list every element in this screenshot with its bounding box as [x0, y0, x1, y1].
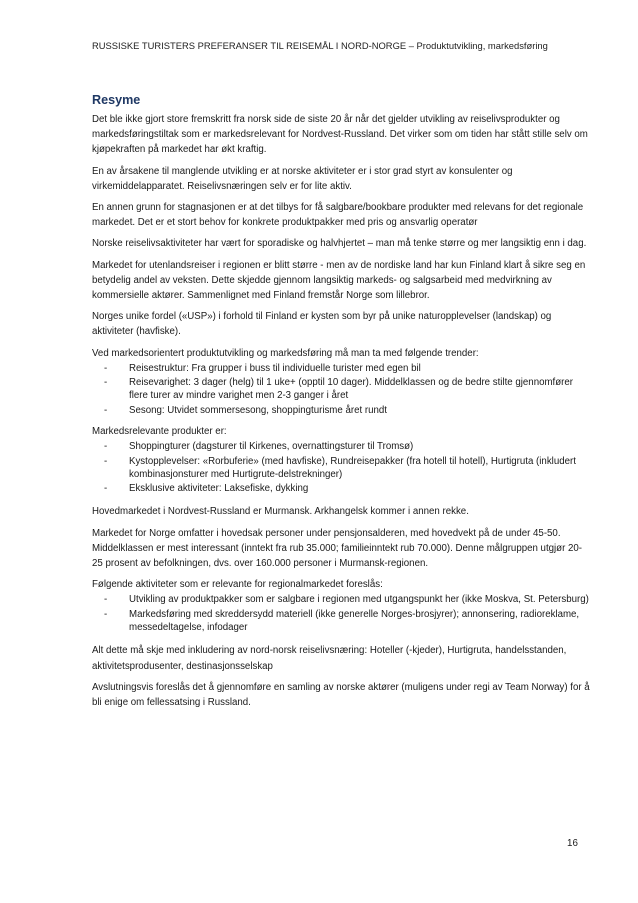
- list-dash: -: [104, 362, 108, 374]
- list-dash: -: [104, 455, 108, 467]
- paragraph: Norges unike fordel («USP») i forhold til Finland er kysten som byr på unike naturopplevelser (landskap) og aktiviteter (havfiske).: [92, 311, 552, 338]
- list-item-text: Utvikling av produktpakker som er salgbare i regionen med utgangspunkt her (ikke Moskva, St. Petersburg): [129, 594, 589, 606]
- list-item-text: Sesong: Utvidet sommersesong, shoppingturisme året rundt: [129, 404, 387, 416]
- list-item-text: Kystopplevelser: «Rorbuferie» (med havfiske), Rundreisepakker (fra hotell til hotell), Hurtigruta (inkludert kombinasjonsturer med Hurtigrute-delstrekninger): [129, 455, 576, 480]
- list-item: [104, 593, 592, 606]
- paragraph: Avslutningsvis foreslås det å gjennomføre en samling av norske aktører (muligens under regi av Team Norway) for å bli enige om fellessatsing i Russland.: [92, 681, 590, 708]
- paragraph: Alt dette må skje med inkludering av nord-norsk reiselivsnæring: Hoteller (-kjeder), Hurtigruta, handelsstanden, aktivitetsprodusenter, destinasjonsselskap: [92, 645, 567, 672]
- page-content: [92, 92, 592, 716]
- paragraph: Ved markedsorientert produktutvikling og markedsføring må man ta med følgende trender:: [92, 347, 479, 359]
- list-dash: -: [104, 594, 108, 606]
- page-number: 16: [567, 838, 578, 849]
- running-header: RUSSISKE TURISTERS PREFERANSER TIL REISEMÅL I NORD-NORGE – Produktutvikling, markedsføring: [92, 40, 548, 51]
- paragraph: Hovedmarkedet i Nordvest-Russland er Murmansk. Arkhangelsk kommer i annen rekke.: [92, 506, 469, 518]
- list-item-text: Reisevarighet: 3 dager (helg) til 1 uke+ (opptil 10 dager). Middelklassen og de bedre stilte gjennomfører flere turer av mindre varighet men 2-3 ganger i året: [129, 377, 573, 402]
- list-item: [104, 440, 592, 453]
- section-heading: Resyme: [92, 93, 141, 107]
- paragraph: En annen grunn for stagnasjonen er at det tilbys for få salgbare/bookbare produkter med relevans for det regionale markedet. Det er et stort behov for konkrete produktpakker med pris og ansvarlig operatør: [92, 202, 584, 229]
- list-item-text: Markedsføring med skreddersydd materiell (ikke generelle Norges-brosjyrer); annonsering, radioreklame, messedeltagelse, infodager: [129, 608, 580, 634]
- list-item-text: Shoppingturer (dagsturer til Kirkenes, overnattingsturer til Tromsø): [129, 441, 414, 453]
- list-item: [104, 362, 592, 375]
- list-dash: -: [104, 441, 108, 453]
- list-item: [104, 482, 592, 495]
- paragraph: Følgende aktiviteter som er relevante for regionalmarkedet foreslås:: [92, 579, 383, 591]
- list-dash: -: [104, 404, 108, 416]
- paragraph: Markedet for Norge omfatter i hovedsak personer under pensjonsalderen, med hovedvekt på de under 45-50. Middelklassen er mest interessant (inntekt fra rub 35.000; familieinntekt rub 70.000). Denne målgruppen utgjør 20-25 prosent av befolkningen, dvs. over 160.000 personer i Murmansk-regionen.: [92, 527, 583, 570]
- paragraph: En av årsakene til manglende utvikling er at norske aktiviteter er i stor grad styrt av konsulenter og virkemiddelapparatet. Reiselivsnæringen selv er for lite aktiv.: [92, 165, 513, 192]
- trends-list: [92, 362, 592, 417]
- list-dash: -: [104, 483, 108, 495]
- list-dash: -: [104, 608, 108, 620]
- products-list: [92, 440, 592, 495]
- paragraph: Markedsrelevante produkter er:: [92, 426, 227, 438]
- list-item-text: Reisestruktur: Fra grupper i buss til individuelle turister med egen bil: [129, 362, 421, 374]
- list-dash: -: [104, 377, 108, 389]
- paragraph: Det ble ikke gjort store fremskritt fra norsk side de siste 20 år når det gjelder utvikling av reiselivsprodukter og markedsføringstiltak som er markedsrelevant for Nordvest-Russland. Det virker som om tiden har stått stille selv om kjøpekraften på markedet har økt kraftig.: [92, 114, 588, 156]
- paragraph: Markedet for utenlandsreiser i regionen er blitt større - men av de nordiske land har kun Finland klart å sikre seg en betydelig andel av veksten. Dette skjedde gjennom langsiktig markeds- og salgsarbeid med medvirkning av kommersielle aktører. Sammenlignet med Finland fremstår Norge som lillebror.: [92, 259, 586, 302]
- activities-list: [92, 593, 592, 634]
- list-item: [104, 404, 592, 417]
- list-item: [104, 455, 592, 482]
- paragraph: Norske reiselivsaktiviteter har vært for sporadiske og halvhjertet – man må tenke større og mer langsiktig enn i dag.: [92, 238, 587, 250]
- list-item: [104, 376, 592, 403]
- list-item: [104, 608, 592, 635]
- list-item-text: Eksklusive aktiviteter: Laksefiske, dykking: [129, 483, 309, 495]
